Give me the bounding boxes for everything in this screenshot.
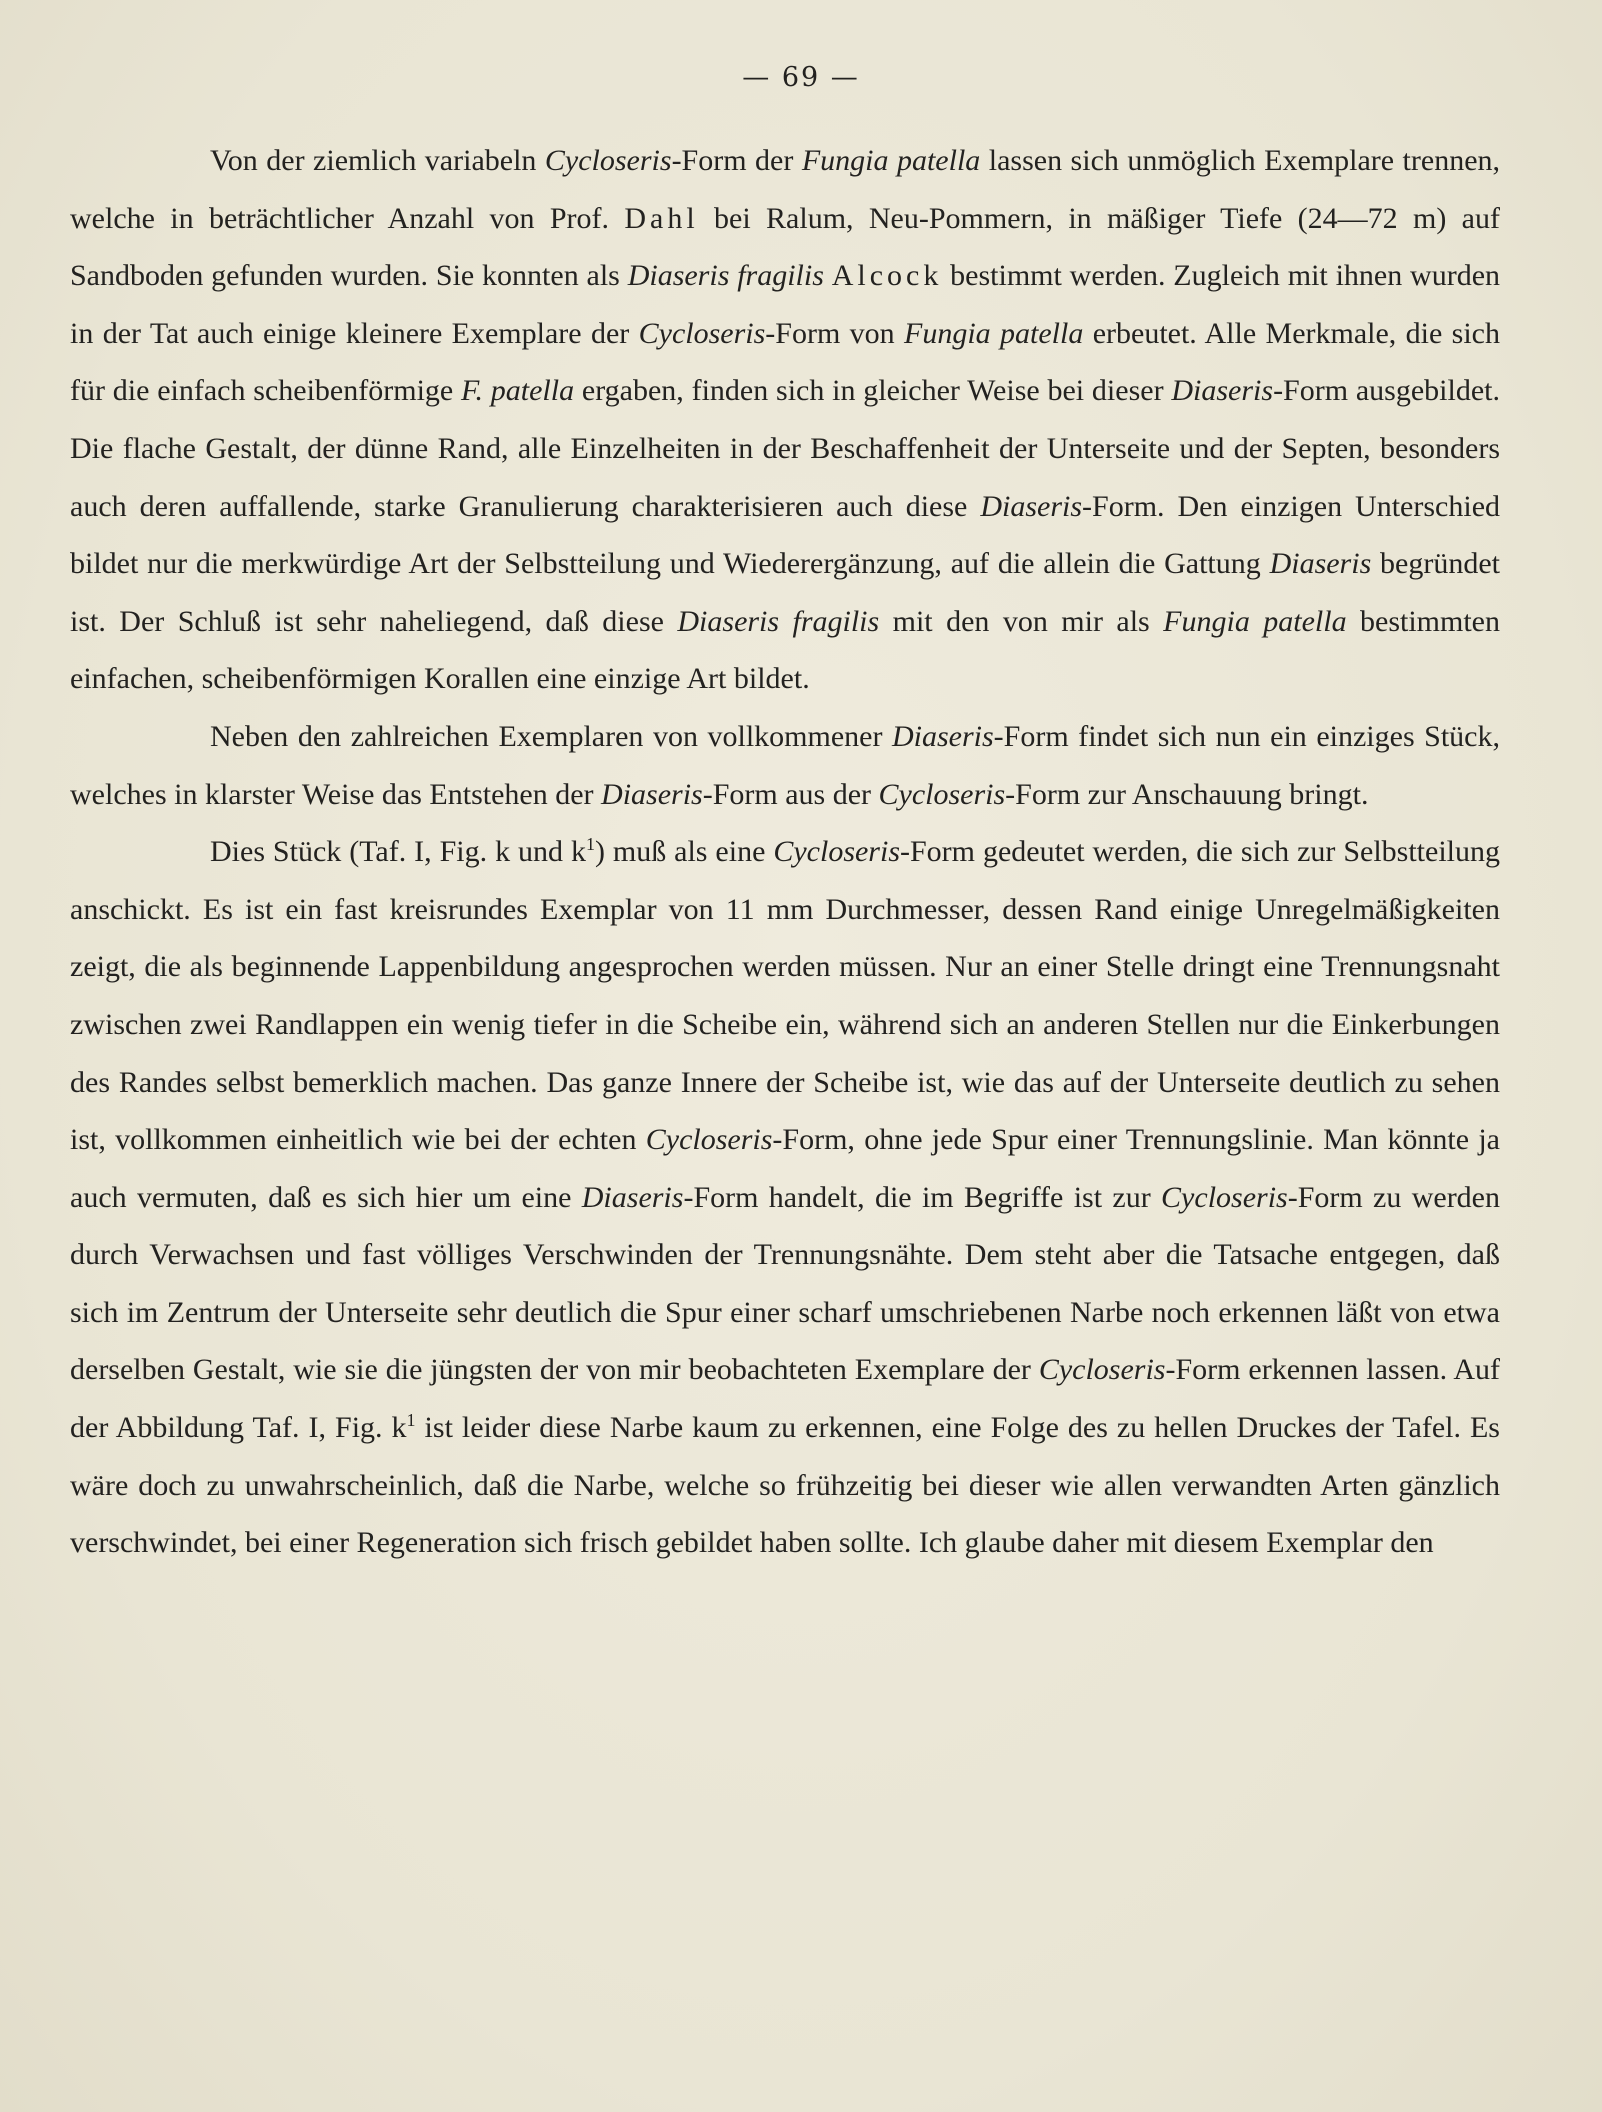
text-run: -Form gedeutet werden, die sich zur Selbstteilung anschickt. Es ist ein fast kreisrundes Exemplar von 11 mm Durchmesser, dessen Rand einige Unregelmäßigkeiten zeigt, die als beginnende Lappenbildung angesprochen werden müssen. Nur an einer Stelle dringt eine Trennungsnaht zwischen zwei Randlappen ein wenig tiefer in die Scheibe ein, während sich an anderen Stellen nur die Einkerbungen des Randes selbst bemerklich machen. Das ganze Innere der Scheibe ist, wie das auf der Unterseite deutlich zu sehen ist, vollkommen einheitlich wie bei der echten [70,835,1500,1157]
italic-term: Cycloseris [1161,1180,1288,1214]
text-run: bei Ralum, Neu-Pommern, in mäßiger Tiefe (24—72 m) auf Sandboden gefunden wurden. Sie konnten als [70,201,1500,293]
text-run: -Form. Den einzigen Unterschied bildet nur die merkwürdige Art der Selbstteilung und Wiederergänzung, auf die allein die Gattung [70,489,1501,581]
italic-term: Diaseris [601,777,703,811]
italic-term: Cycloseris [1038,1353,1166,1387]
italic-term: Cycloseris [878,777,1006,811]
italic-term: Fungia patella [1163,604,1347,638]
italic-term: Diaseris [980,489,1083,523]
text-run [824,259,832,292]
paragraph-3 [70,823,1500,1572]
text-run: -Form der [671,144,802,177]
text-run: Neben den zahlreichen Exemplaren von vollkommener [210,719,892,753]
italic-term: Fungia patella [904,316,1084,350]
italic-term: Diaseris fragilis [627,259,824,293]
text-run: -Form handelt, die im Begriffe ist zur [683,1180,1162,1214]
text-run: -Form von [765,316,904,350]
page-number: — 69 — [742,62,860,93]
text-run: bestimmten einfachen, scheibenförmigen Korallen eine einzige Art bildet. [70,604,1500,696]
italic-term: Cycloseris [638,316,766,350]
italic-term: Fungia patella [801,144,981,177]
body-text [70,132,1500,1572]
text-run: -Form findet sich nun ein einziges Stück, welches in klarster Weise das Entstehen der [70,719,1500,811]
text-run: -Form zur Anschauung bringt. [1005,777,1369,811]
text-run: bestimmt werden. Zugleich mit ihnen wurden in der Tat auch einige kleinere Exemplare der [70,259,1501,350]
paragraph-2 [70,708,1500,823]
text-run: -Form aus der [702,777,879,811]
italic-term: Diaseris fragilis [677,604,880,638]
text-run: -Form, ohne jede Spur einer Trennungslinie. Man könnte ja auch vermuten, daß es sich hier um eine [70,1123,1500,1214]
text-run: -Form erkennen lassen. Auf der Abbildung Taf. I, Fig. k [70,1353,1500,1445]
italic-term: Cycloseris [773,835,900,869]
text-run: -Form zu werden durch Verwachsen und fast völliges Verschwinden der Trennungsnähte. Dem steht aber die Tatsache entgegen, daß sich im Zentrum der Unterseite sehr deutlich die Spur einer scharf umschriebenen Narbe noch erkennen läßt von etwa derselben Gestalt, wie sie die jüngsten der von mir beobachteten Exemplare der [70,1180,1500,1387]
superscript: 1 [406,1410,416,1431]
text-run: begründet ist. Der Schluß ist sehr naheliegend, daß diese [70,547,1500,638]
italic-term: Diaseris [1269,547,1372,581]
text-run: mit den von mir als [879,604,1164,638]
italic-term: Cycloseris [544,144,672,177]
italic-term: Diaseris [891,719,994,753]
text-run: lassen sich unmöglich Exemplare trennen, welche in beträchtlicher Anzahl von Prof. [70,144,1501,235]
text-run: erbeutet. Alle Merkmale, die sich für die einfach scheibenförmige [70,316,1500,408]
italic-term: Diaseris [581,1180,684,1214]
text-run: ergaben, finden sich in gleicher Weise bei dieser [574,374,1172,408]
text-run: ist leider diese Narbe kaum zu erkennen, eine Folge des zu hellen Druckes der Tafel. Es wäre doch zu unwahrscheinlich, daß die Narbe, welche so frühzeitig bei dieser wie allen verwandten Arten gänzlich verschwindet, bei einer Regeneration sich frisch gebildet haben sollte. Ich glaube daher mit diesem Exemplar den [70,1411,1500,1560]
paragraph-1 [70,132,1500,708]
spaced-name: Alcock [831,259,943,293]
text-run: Von der ziemlich variabeln [210,144,545,177]
text-run: Dies Stück (Taf. I, Fig. k und k [210,835,586,869]
spaced-name: Dahl [624,201,699,235]
text-run: ) muß als eine [594,835,774,869]
italic-term: Diaseris [1171,374,1274,408]
text-run: -Form ausgebildet. Die flache Gestalt, der dünne Rand, alle Einzelheiten in der Beschaffenheit der Unterseite und der Septen, besonders auch deren auffallende, starke Granulierung charakterisieren auch diese [70,374,1500,523]
italic-term: F. patella [461,374,575,408]
superscript: 1 [585,834,595,855]
italic-term: Cycloseris [645,1123,773,1157]
